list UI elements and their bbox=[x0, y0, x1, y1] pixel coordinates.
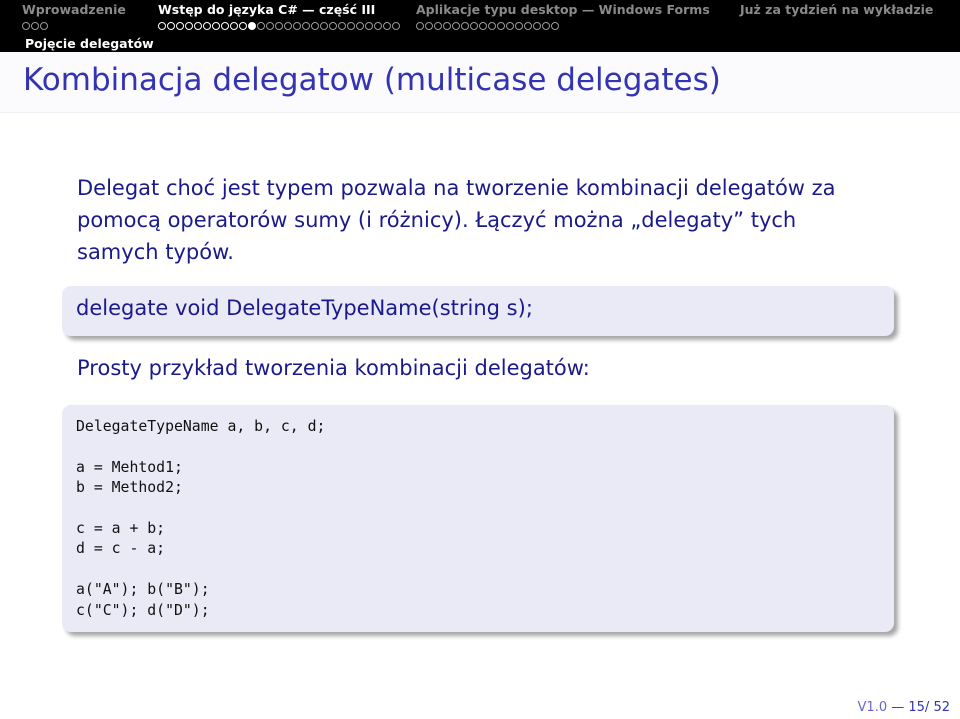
frame-dot[interactable] bbox=[257, 22, 265, 30]
frame-dot[interactable] bbox=[167, 22, 175, 30]
page-number: 15/ 52 bbox=[908, 700, 950, 715]
frame-dot[interactable] bbox=[374, 22, 382, 30]
frame-dot[interactable] bbox=[365, 22, 373, 30]
frame-dot[interactable] bbox=[185, 22, 193, 30]
frame-dot[interactable] bbox=[22, 22, 30, 30]
version-label: V1.0 bbox=[857, 700, 888, 715]
frame-dot[interactable] bbox=[311, 22, 319, 30]
frame-dot[interactable] bbox=[392, 22, 400, 30]
dots-group-desktop bbox=[416, 22, 559, 32]
section-link[interactable]: Już za tydzień na wykładzie bbox=[740, 2, 934, 17]
frame-dot[interactable] bbox=[275, 22, 283, 30]
frame-dot[interactable] bbox=[416, 22, 424, 30]
intro-paragraph: Delegat choć jest typem pozwala na tworzenie kombinacji delegatów za pomocą operatorów sumy (i różnicy). Łączyć można „delegaty” tych samych typów. bbox=[77, 176, 836, 264]
frame-dot[interactable] bbox=[40, 22, 48, 30]
frame-dot[interactable] bbox=[239, 22, 247, 30]
section-nav bbox=[0, 0, 960, 20]
delegate-declaration: delegate void DelegateTypeName(string s); bbox=[76, 296, 533, 320]
frame-dot[interactable] bbox=[425, 22, 433, 30]
dots-group-current bbox=[158, 22, 400, 32]
frame-dot[interactable] bbox=[542, 22, 550, 30]
frame-dot[interactable] bbox=[551, 22, 559, 30]
frame-dot[interactable] bbox=[524, 22, 532, 30]
section-link[interactable]: Wprowadzenie bbox=[22, 2, 126, 17]
footer-separator: — bbox=[891, 700, 909, 715]
subsection-title[interactable]: Pojęcie delegatów bbox=[25, 36, 154, 51]
frame-dot[interactable] bbox=[329, 22, 337, 30]
declaration-block bbox=[62, 286, 894, 336]
frame-dot[interactable] bbox=[266, 22, 274, 30]
frame-dot[interactable] bbox=[176, 22, 184, 30]
slide-title: Kombinacja delegatow (multicase delegates) bbox=[23, 62, 721, 98]
frame-dot[interactable] bbox=[203, 22, 211, 30]
frame-dot[interactable] bbox=[452, 22, 460, 30]
code-block bbox=[62, 405, 894, 632]
current-frame-dot[interactable] bbox=[248, 22, 256, 30]
dots-group-intro bbox=[22, 22, 48, 32]
frame-dot[interactable] bbox=[212, 22, 220, 30]
frame-dot[interactable] bbox=[158, 22, 166, 30]
slide-footer bbox=[858, 700, 950, 715]
section-link-active[interactable]: Wstęp do języka C# — część III bbox=[158, 2, 376, 17]
frame-dot[interactable] bbox=[221, 22, 229, 30]
example-intro-text: Prosty przykład tworzenia kombinacji delegatów: bbox=[77, 356, 590, 380]
frame-dot[interactable] bbox=[434, 22, 442, 30]
frame-dot[interactable] bbox=[488, 22, 496, 30]
frame-dot[interactable] bbox=[194, 22, 202, 30]
frame-dot[interactable] bbox=[479, 22, 487, 30]
frame-dot[interactable] bbox=[302, 22, 310, 30]
frame-dot[interactable] bbox=[284, 22, 292, 30]
frame-dot[interactable] bbox=[230, 22, 238, 30]
frame-dot[interactable] bbox=[293, 22, 301, 30]
navigation-bar bbox=[0, 0, 960, 52]
frame-dot[interactable] bbox=[533, 22, 541, 30]
code-listing: DelegateTypeName a, b, c, d; a = Mehtod1; b = Method2; c = a + b; d = c - a; a("A"); b("B"); c("C"); d("D"); bbox=[76, 418, 326, 619]
frame-dot[interactable] bbox=[31, 22, 39, 30]
frame-dot[interactable] bbox=[320, 22, 328, 30]
frame-dot[interactable] bbox=[497, 22, 505, 30]
frame-dots bbox=[0, 20, 960, 34]
frame-dot[interactable] bbox=[383, 22, 391, 30]
frame-dot[interactable] bbox=[461, 22, 469, 30]
frame-dot[interactable] bbox=[443, 22, 451, 30]
frame-dot[interactable] bbox=[470, 22, 478, 30]
frame-dot[interactable] bbox=[347, 22, 355, 30]
frame-dot[interactable] bbox=[506, 22, 514, 30]
frame-dot[interactable] bbox=[515, 22, 523, 30]
frame-dot[interactable] bbox=[338, 22, 346, 30]
frame-dot[interactable] bbox=[356, 22, 364, 30]
section-link[interactable]: Aplikacje typu desktop — Windows Forms bbox=[416, 2, 710, 17]
frame-title-bar bbox=[0, 52, 960, 113]
